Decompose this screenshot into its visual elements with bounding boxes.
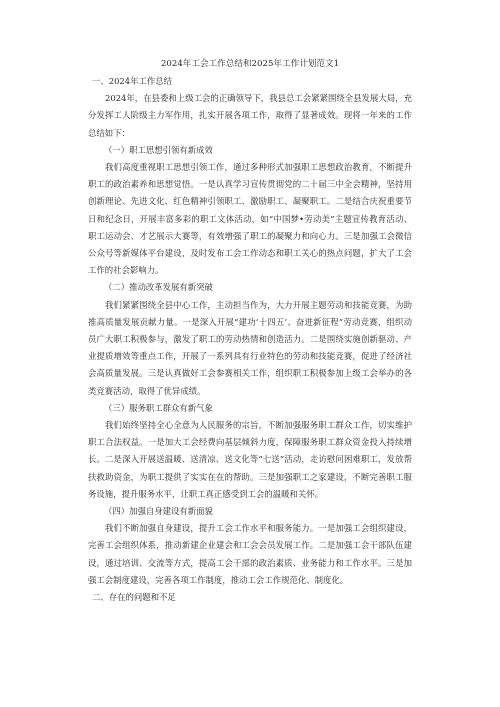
paragraph-service: 我们始终坚持全心全意为人民服务的宗旨，不断加强服务职工群众工作，切实维护职工合法权益。一是加大工会经费向基层倾斜力度，保障服务职工群众资金投入持续增长。二是深入开展送温暖、送清凉、送文化等“七送”活动，走访慰问困难职工，发放帮扶救助资金，为职工提供了实实在在的帮助。三是加强职工之家建设，不断完善职工服务设施，提升服务水平，让职工真正感受到工会的温暖和关怀。 (88, 420, 412, 499)
section-heading-problems: 二、存在的问题和不足 (92, 592, 176, 603)
subsection-heading-service: （三）服务职工群众有新气象 (104, 402, 213, 413)
paragraph-self-building: 我们不断加强自身建设，提升工会工作水平和服务能力。一是加强工会组织建设，完善工会组织体系，推动新建企业建会和工会会员发展工作。二是加强工会干部队伍建设，通过培训、交流等方式，提高工会干部的政治素质、业务能力和工作水平。三是加强工会制度建设，完善各项工作制度，推动工会工作规范化、制度化。 (88, 523, 412, 585)
paragraph-reform: 我们紧紧围绕全县中心工作，主动担当作为，大力开展主题劳动和技能竞赛，为助推高质量发展贡献力量。一是深入开展“建功‘十四五’、奋进新征程”劳动竞赛，组织动员广大职工积极参与，激发了职工的劳动热情和创造活力。二是围绕实施创新驱动、产业提质增效等重点工作，开展了一系列具有行业特色的劳动和技能竞赛，促进了经济社会高质量发展。三是认真做好工会参赛相关工作，组织职工积极参加上级工会举办的各类竞赛活动，取得了优异成绩。 (88, 299, 412, 396)
subsection-heading-reform: （二）推动改革发展有新突破 (104, 282, 213, 293)
subsection-heading-self-building: （四）加强自身建设有新面貌 (104, 506, 213, 517)
intro-paragraph: 2024年，在县委和上级工会的正确领导下，我县总工会紧紧围绕全县发展大局，充分发挥工人阶级主力军作用，扎实开展各项工作，取得了显著成效。现将一年来的工作总结如下： (88, 93, 412, 138)
document-body (88, 57, 412, 606)
subsection-heading-ideology: （一）职工思想引领有新成效 (104, 144, 213, 155)
paragraph-ideology: 我们高度重视职工思想引领工作，通过多种形式加强职工思想政治教育，不断提升职工的政治素养和思想觉悟。一是认真学习宣传贯彻党的二十届三中全会精神，坚持用创新理论、先进文化、红色精神引领职工、激励职工、凝聚职工。二是结合庆祝重要节日和纪念日，开展丰富多彩的职工文体活动，如“中国梦•劳动美”主题宣传教育活动、职工运动会、才艺展示大赛等，有效增强了职工的凝聚力和向心力。三是加强工会微信公众号等新媒体平台建设，及时发布工会工作动态和职工关心的热点问题，扩大了工会工作的社会影响力。 (88, 162, 412, 276)
document-title: 2024年工会工作总结和2025年工作计划范文1 (160, 59, 340, 69)
section-heading-summary: 一、2024年工作总结 (92, 76, 172, 86)
